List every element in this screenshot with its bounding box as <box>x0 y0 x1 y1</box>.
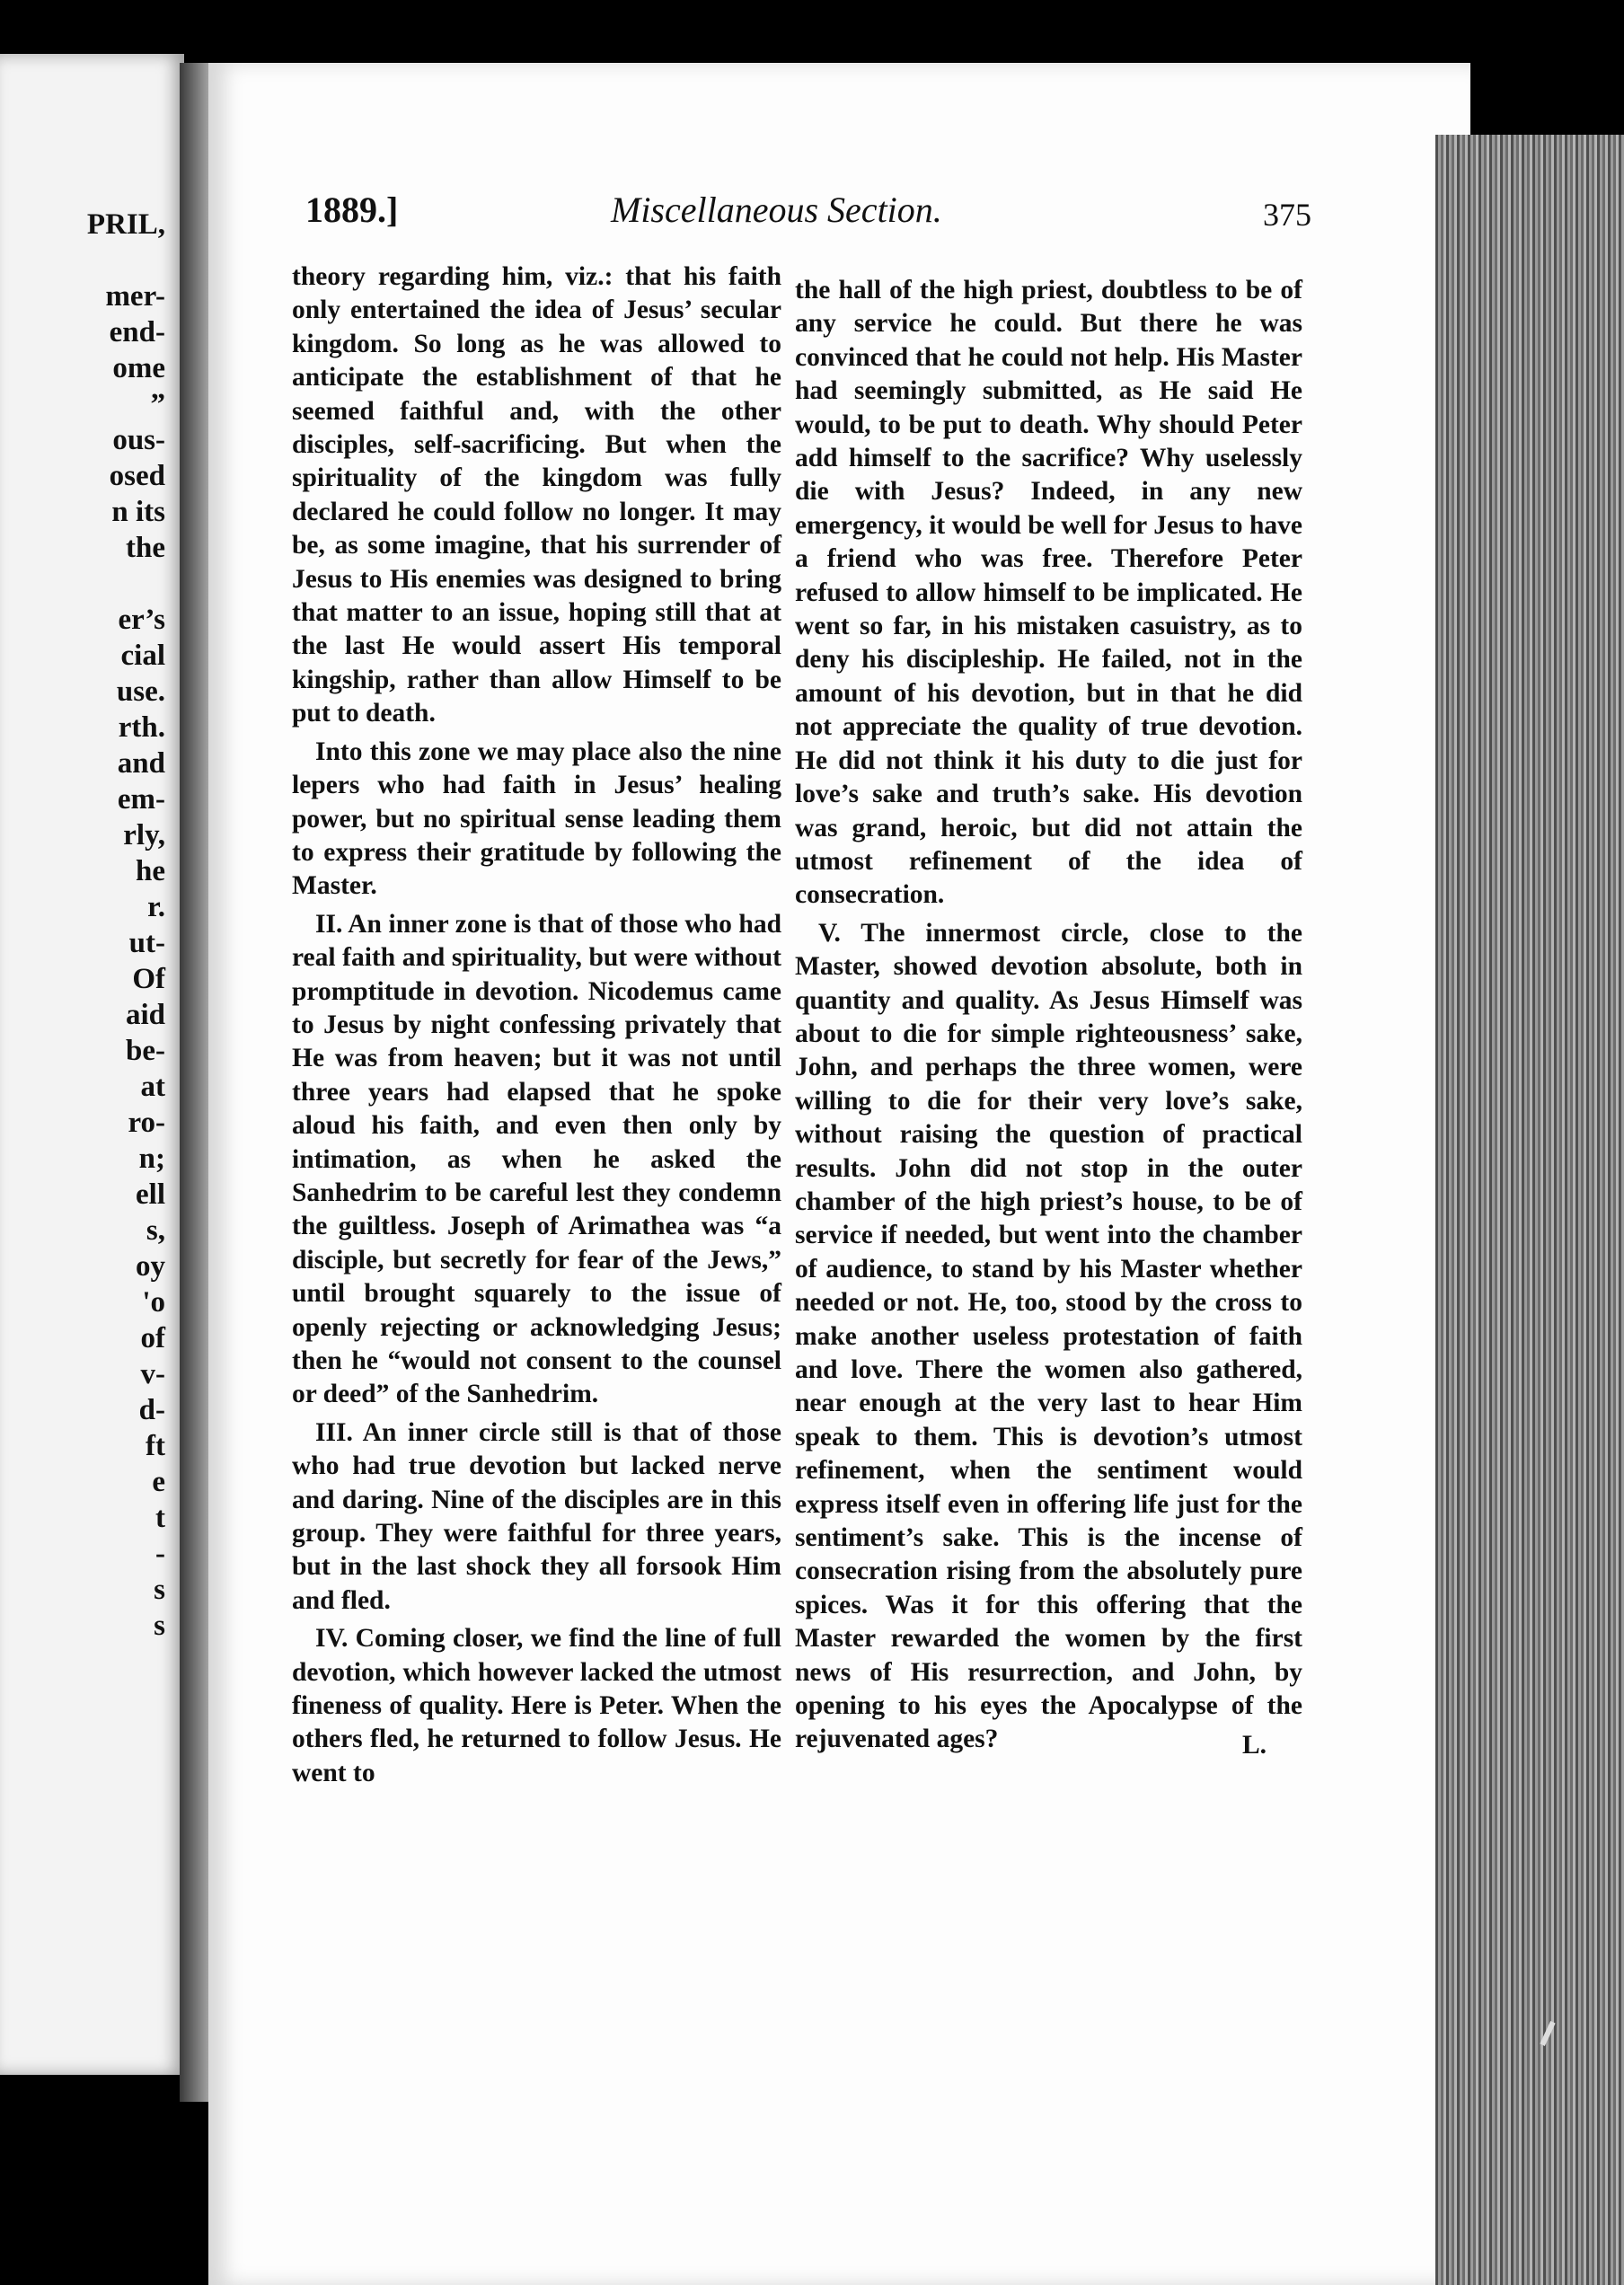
left-fragment: s <box>154 1610 165 1642</box>
left-fragment: cial <box>120 640 165 672</box>
left-fragment: he <box>136 855 165 887</box>
left-fragment: end- <box>109 316 165 348</box>
left-page <box>0 54 184 2075</box>
left-fragment: oy <box>136 1250 165 1283</box>
left-fragment: ous- <box>112 424 165 456</box>
page-header <box>305 189 1311 251</box>
paragraph: the hall of the high priest, doubtless to be of any service he could. But there he was convinced that he could not help. His Master had seemingly submitted, as He said He would, to be put to death. Why should Peter add himself to the sacrifice? Why uselessly die with Jesus? Indeed, in any new emergency, it would be well for Jesus to have a friend who was free. Therefore Peter refused to allow himself to be implicated. He went so far, in his mistaken casuistry, as to deny his discipleship. He failed, not in the amount of his devotion, but in that he did not appreciate the quality of true devotion. He did not think it his duty to die just for love’s sake and truth’s sake. His devotion was grand, heroic, but did not attain the utmost refinement of the idea of consecration. <box>795 276 1302 910</box>
left-fragment: e <box>152 1466 165 1498</box>
left-fragment: at <box>140 1071 165 1103</box>
left-fragment: rth. <box>118 711 165 744</box>
text-column-1 <box>292 260 781 1795</box>
signature: L. <box>1241 1730 1267 1760</box>
left-fragment: d- <box>138 1394 165 1426</box>
paragraph: IV. Coming closer, we find the line of full devotion, which however lacked the utmost fineness of quality. Here is Peter. When the others fled, he returned to follow Jesus. He went to <box>292 1624 781 1787</box>
paragraph: III. An inner circle still is that of those who had true devotion but lacked nerve and daring. Nine of the disciples are in this group. They were faithful for three years, but in the last shock they all forsook Him and fled. <box>292 1417 781 1615</box>
left-fragment: mer- <box>105 280 165 313</box>
left-fragment: ro- <box>128 1107 165 1139</box>
left-fragment: aid <box>125 999 165 1031</box>
left-fragment: s, <box>146 1214 165 1247</box>
left-fragment: em- <box>117 783 165 816</box>
left-fragment: and <box>117 747 165 780</box>
running-title: Miscellaneous Section. <box>611 190 942 230</box>
left-fragment: of <box>140 1322 165 1354</box>
left-fragment: use. <box>116 675 165 708</box>
left-fragment <box>0 566 180 602</box>
page-edges <box>1435 135 1624 2285</box>
left-fragment: s <box>154 1574 165 1606</box>
left-fragment: t <box>155 1502 165 1534</box>
left-fragment: the <box>126 532 165 564</box>
left-fragment: ut- <box>128 927 165 959</box>
left-fragment: ell <box>136 1178 165 1211</box>
left-fragment: 'o <box>142 1286 165 1319</box>
text-column-2 <box>795 274 1302 1762</box>
paragraph: II. An inner zone is that of those who had real faith and spirituality, but were without promptitude in devotion. Nicodemus came to Jesus by night confessing privately that He was from heaven; but it was not until three years had elapsed that he spoke aloud his faith, and even then only by intimation, as when he asked the Sanhedrim to be careful lest they condemn the guiltless. Joseph of Arimathea was “a disciple, but secretly for fear of the Jews,” until brought squarely to the issue of openly rejecting or acknowledging Jesus; then he “would not consent to the counsel or deed” of the Sanhedrim. <box>292 909 781 1409</box>
left-fragment: er’s <box>118 604 165 636</box>
left-fragment: n; <box>138 1142 165 1175</box>
header-year: 1889.] <box>305 190 399 230</box>
paragraph: Into this zone we may place also the nine lepers who had faith in Jesus’ healing power, but no spiritual sense leading them to express their gratitude by following the Master. <box>292 737 781 901</box>
left-fragment: - <box>155 1538 165 1570</box>
paragraph: theory regarding him, viz.: that his faith only entertained the idea of Jesus’ secular kingdom. So long as he was allowed to anticipate the establishment of that he seemed faithful and, with the other disciples, self-sacrificing. But when the spirituality of the kingdom was fully declared he could follow no longer. It may be, as some imagine, that his surrender of Jesus to His enemies was designed to bring that matter to an issue, hoping still that at the last He would assert His temporal kingship, rather than allow Himself to be put to death. <box>292 262 781 728</box>
left-fragment <box>0 243 180 278</box>
left-fragment: rly, <box>123 819 165 851</box>
left-page-fragments <box>0 207 180 1644</box>
left-fragment: be- <box>126 1035 165 1067</box>
left-fragment: ft <box>146 1430 165 1462</box>
left-fragment: osed <box>109 460 165 492</box>
left-fragment: v- <box>140 1358 165 1390</box>
left-fragment: ome <box>112 352 165 384</box>
page-number: 375 <box>1263 197 1311 233</box>
left-fragment: PRIL, <box>86 208 165 241</box>
left-fragment: Of <box>132 963 165 995</box>
paragraph: V. The innermost circle, close to the Master, showed devotion absolute, both in quantity and quality. As Jesus Himself was about to die for simple righteousness’ sake, John, and perhaps the three women, were willing to die for their very love’s sake, without raising the question of practical results. John did not stop in the outer chamber of the high priest’s house, to be of service if needed, but went into the chamber of audience, to stand by his Master whether needed or not. He, too, stood by the cross to make another useless protestation of faith and love. There the women also gathered, near enough at the very last to hear Him speak to them. This is devotion’s utmost refinement, when the sentiment would express itself even in offering life just for the sentiment’s sake. This is the incense of consecration rising from the absolutely pure spices. Was it for this offering that the Master rewarded the women by the first news of His resurrection, and John, by opening to his eyes the Apocalypse of the rejuvenated ages? <box>795 918 1302 1754</box>
left-fragment: ” <box>150 388 165 420</box>
left-fragment: n its <box>111 496 165 528</box>
left-fragment: r. <box>147 891 165 923</box>
